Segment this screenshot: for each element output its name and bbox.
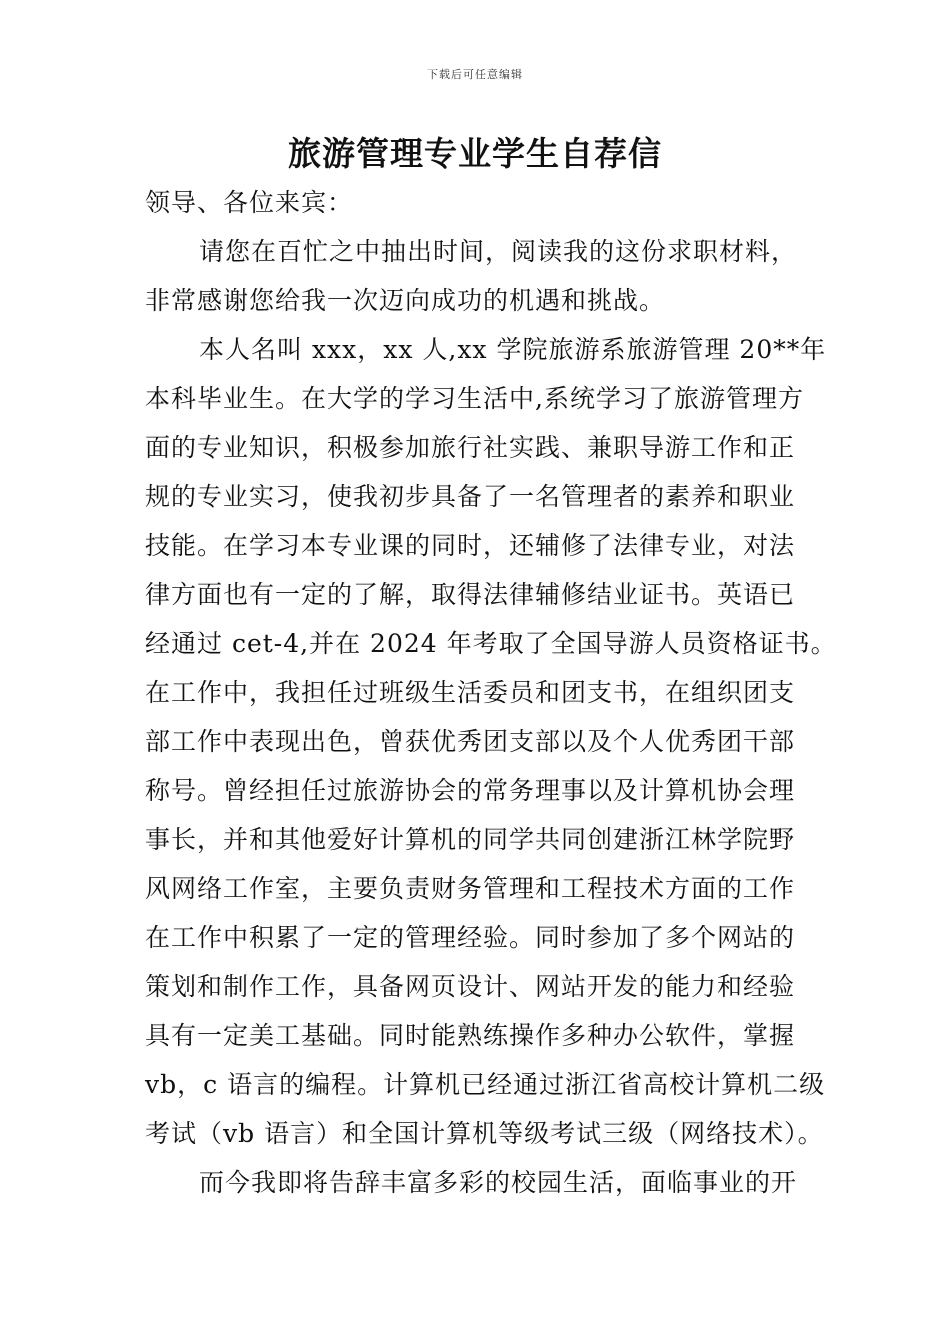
paragraph-line: 本人名叫 xxx，xx 人,xx 学院旅游系旅游管理 20**年 bbox=[199, 335, 827, 364]
paragraph-line: 部工作中表现出色，曾获优秀团支部以及个人优秀团干部 bbox=[145, 727, 796, 756]
paragraph-line: 风网络工作室，主要负责财务管理和工程技术方面的工作 bbox=[145, 874, 796, 903]
paragraph-line: 在工作中积累了一定的管理经验。同时参加了多个网站的 bbox=[145, 923, 796, 952]
paragraph-line: 考试（vb 语言）和全国计算机等级考试三级（网络技术）。 bbox=[145, 1119, 824, 1148]
paragraph-line: 请您在百忙之中抽出时间，阅读我的这份求职材料， bbox=[199, 237, 798, 266]
paragraph-line: vb，c 语言的编程。计算机已经通过浙江省高校计算机二级 bbox=[145, 1070, 826, 1099]
paragraph-line: 技能。在学习本专业课的同时，还辅修了法律专业，对法 bbox=[145, 531, 796, 560]
paragraph-line: 策划和制作工作，具备网页设计、网站开发的能力和经验 bbox=[145, 972, 796, 1001]
paragraph-line: 而今我即将告辞丰富多彩的校园生活，面临事业的开 bbox=[199, 1168, 798, 1197]
letter-body bbox=[145, 178, 837, 1207]
paragraph-line: 本科毕业生。在大学的学习生活中,系统学习了旅游管理方 bbox=[145, 384, 804, 413]
page-title: 旅游管理专业学生自荐信 bbox=[288, 134, 662, 173]
paragraph-line: 事长，并和其他爱好计算机的同学共同创建浙江林学院野 bbox=[145, 825, 796, 854]
header-note: 下载后可任意编辑 bbox=[427, 68, 523, 81]
paragraph-line: 规的专业实习，使我初步具备了一名管理者的素养和职业 bbox=[145, 482, 796, 511]
paragraph-line: 具有一定美工基础。同时能熟练操作多种办公软件，掌握 bbox=[145, 1021, 796, 1050]
paragraph-line: 经通过 cet-4,并在 2024 年考取了全国导游人员资格证书。 bbox=[145, 629, 837, 658]
salutation-line: 领导、各位来宾： bbox=[145, 188, 354, 217]
paragraph-line: 在工作中，我担任过班级生活委员和团支书，在组织团支 bbox=[145, 678, 796, 707]
paragraph-line: 非常感谢您给我一次迈向成功的机遇和挑战。 bbox=[145, 286, 666, 315]
paragraph-line: 律方面也有一定的了解，取得法律辅修结业证书。英语已 bbox=[145, 580, 796, 609]
paragraph-line: 称号。曾经担任过旅游协会的常务理事以及计算机协会理 bbox=[145, 776, 796, 805]
paragraph-line: 面的专业知识，积极参加旅行社实践、兼职导游工作和正 bbox=[145, 433, 796, 462]
